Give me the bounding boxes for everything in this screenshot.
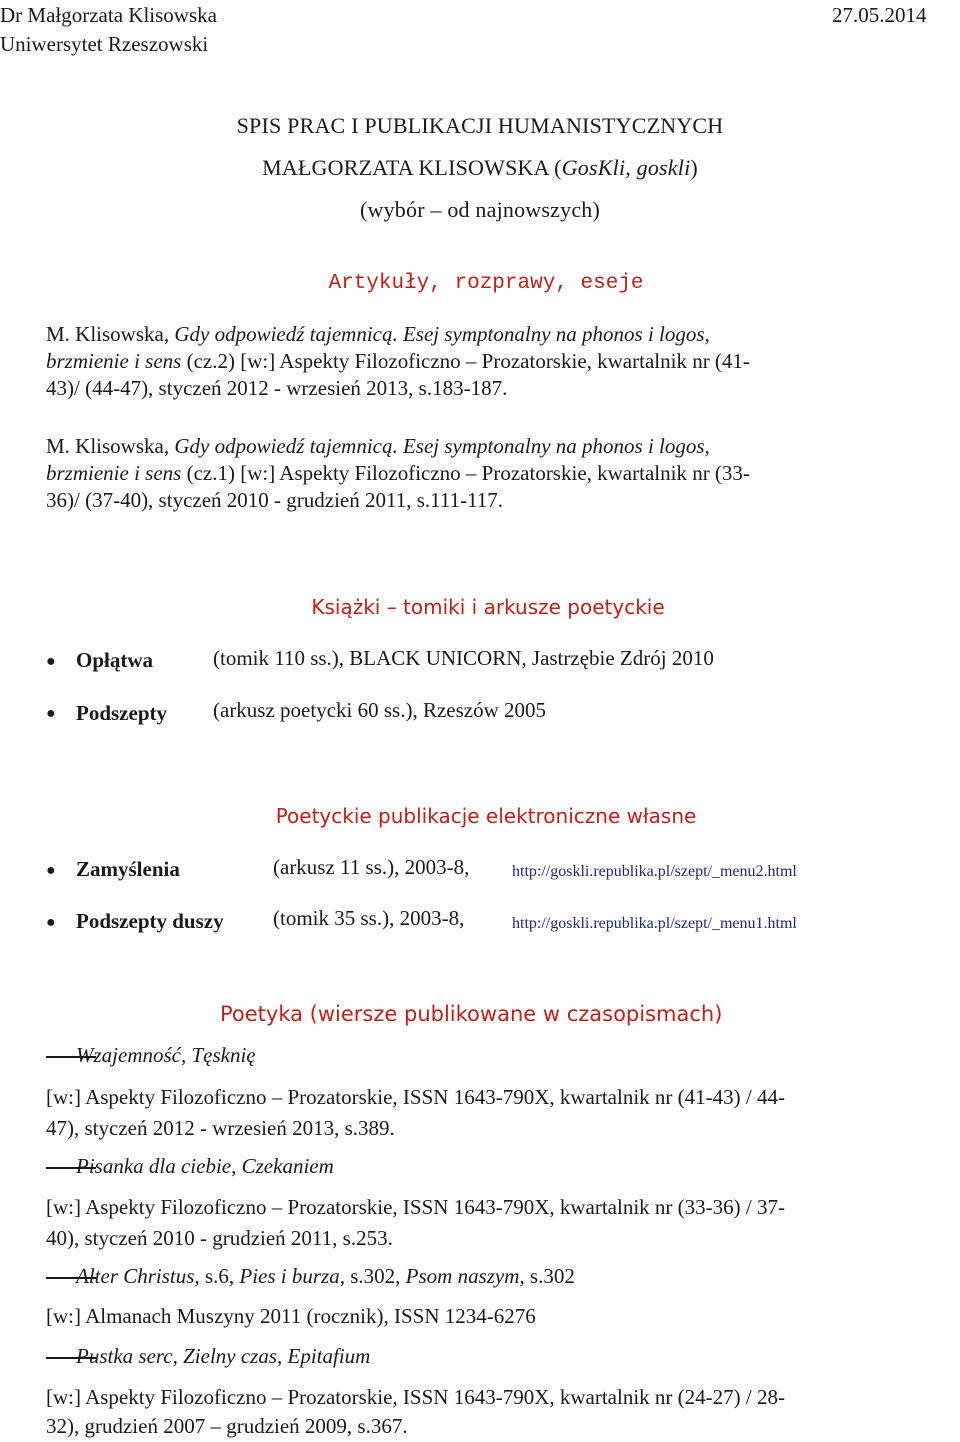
article-source: (cz.2) [w:] Aspekty Filozoficzno – Prozatorskie, kwartalnik nr (41-	[181, 349, 750, 373]
publication-description: (arkusz 11 ss.), 2003-8,	[273, 855, 470, 879]
poem-source-cont: 40), styczeń 2010 - grudzień 2011, s.253.	[46, 1226, 393, 1250]
article-author: M. Klisowska,	[46, 322, 175, 346]
books-heading: Książki – tomiki i arkusze poetyckie	[311, 595, 665, 619]
article-source-cont: 36)/ (37-40), styczeń 2010 - grudzień 2011, s.111-117.	[46, 488, 504, 512]
article-title-cont: brzmienie i sens	[46, 349, 182, 373]
publication-link[interactable]: http://goskli.republika.pl/szept/_menu2.html	[512, 863, 797, 880]
article-title: Gdy odpowiedź tajemnicą. Esej symptonalny na phonos i logos,	[174, 322, 710, 346]
article-entry	[46, 433, 926, 514]
poem-source: [w:] Aspekty Filozoficzno – Prozatorskie, ISSN 1643-790X, kwartalnik nr (33-36) / 37-	[46, 1195, 785, 1219]
subtitle-name: MAŁGORZATA KLISOWSKA (	[262, 155, 562, 180]
poem-title: Pies i burza,	[239, 1264, 345, 1288]
article-entry	[46, 321, 926, 402]
document-subtitle	[0, 154, 960, 181]
poem-source: [w:] Almanach Muszyny 2011 (rocznik), ISSN 1234-6276	[46, 1304, 536, 1328]
poem-titles: Pisanka dla ciebie, Czekaniem	[76, 1154, 334, 1178]
university-name: Uniwersytet Rzeszowski	[0, 32, 209, 56]
document-date: 27.05.2014	[832, 3, 927, 27]
poem-titles: Wzajemność, Tęsknię	[76, 1043, 256, 1067]
poem-page: s.6,	[199, 1264, 240, 1288]
article-source-cont: 43)/ (44-47), styczeń 2012 - wrzesień 2013, s.183-187.	[46, 376, 508, 400]
publication-title: Podszepty duszy	[76, 909, 224, 933]
poem-page: s.302	[524, 1264, 575, 1288]
poem-titles: Pustka serc, Zielny czas, Epitafium	[76, 1344, 371, 1368]
book-title: Podszepty	[76, 701, 167, 725]
articles-heading: Artykuły, rozprawy, eseje	[328, 272, 644, 295]
poem-source: [w:] Aspekty Filozoficzno – Prozatorskie, ISSN 1643-790X, kwartalnik nr (41-43) / 44-	[46, 1085, 785, 1109]
document-title: SPIS PRAC I PUBLIKACJI HUMANISTYCZNYCH	[236, 113, 724, 138]
bullet-icon: ●	[46, 914, 56, 931]
book-description: (arkusz poetycki 60 ss.), Rzeszów 2005	[213, 698, 547, 722]
bullet-icon: ●	[46, 705, 56, 722]
publication-link[interactable]: http://goskli.republika.pl/szept/_menu1.html	[512, 915, 797, 932]
electronic-heading: Poetyckie publikacje elektroniczne własne	[275, 804, 697, 828]
article-title-cont: brzmienie i sens	[46, 461, 182, 485]
poem-title: Alter Christus,	[76, 1264, 200, 1288]
bullet-icon: ●	[46, 653, 56, 670]
publication-title: Zamyślenia	[76, 857, 180, 881]
bullet-icon: ●	[46, 862, 56, 879]
poem-source: [w:] Aspekty Filozoficzno – Prozatorskie, ISSN 1643-790X, kwartalnik nr (24-27) / 28-	[46, 1385, 785, 1409]
book-title: Opłątwa	[76, 648, 154, 672]
publication-description: (tomik 35 ss.), 2003-8,	[273, 906, 465, 930]
poetry-heading: Poetyka (wiersze publikowane w czasopismach)	[220, 1002, 723, 1026]
article-author: M. Klisowska,	[46, 434, 175, 458]
subtitle-close: )	[690, 155, 698, 180]
poem-source-cont: 32), grudzień 2007 – grudzień 2009, s.367.	[46, 1414, 408, 1438]
article-title: Gdy odpowiedź tajemnicą. Esej symptonalny na phonos i logos,	[174, 434, 710, 458]
subtitle-alias: GosKli, goskli	[561, 155, 691, 180]
poem-titles	[76, 1263, 575, 1290]
author-name: Dr Małgorzata Klisowska	[0, 3, 217, 27]
poem-source-cont: 47), styczeń 2012 - wrzesień 2013, s.389.	[46, 1116, 395, 1140]
document-note: (wybór – od najnowszych)	[359, 197, 601, 222]
book-description: (tomik 110 ss.), BLACK UNICORN, Jastrzębie Zdrój 2010	[213, 646, 714, 670]
poem-page: s.302,	[344, 1264, 406, 1288]
article-source: (cz.1) [w:] Aspekty Filozoficzno – Prozatorskie, kwartalnik nr (33-	[181, 461, 750, 485]
poem-title: Psom naszym,	[405, 1264, 525, 1288]
